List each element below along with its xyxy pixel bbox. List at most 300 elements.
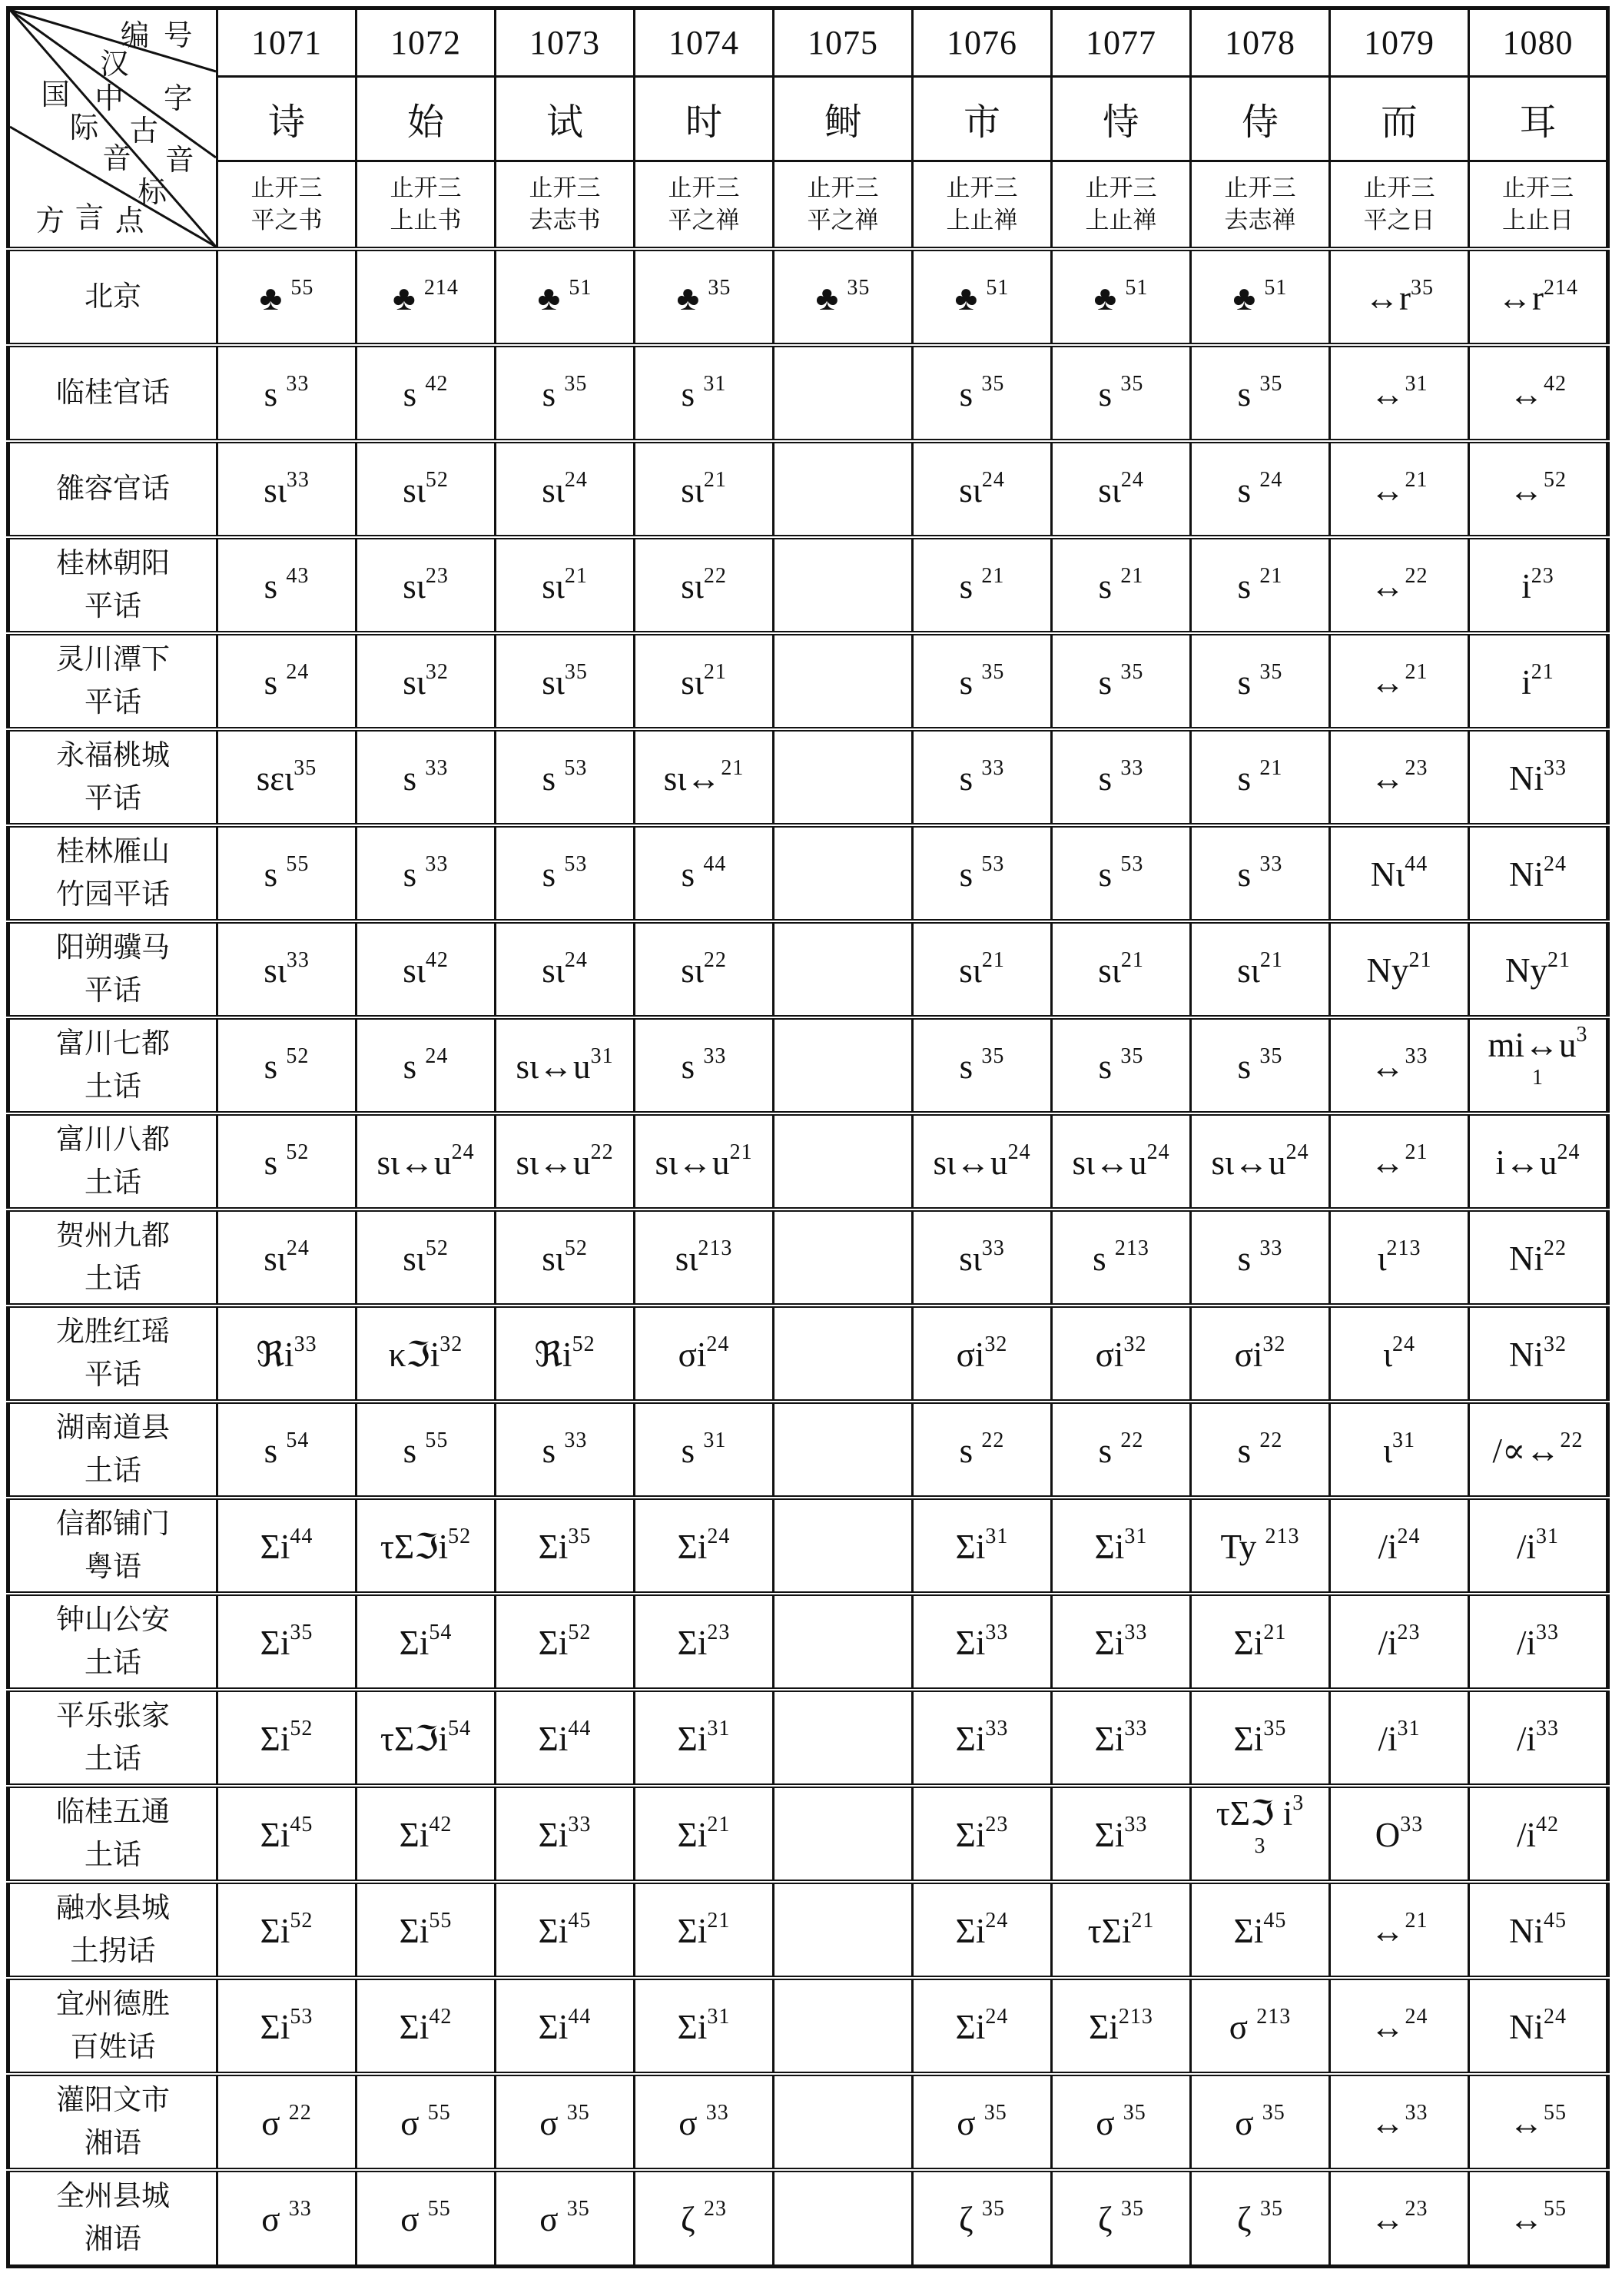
tone-number: 21 — [1408, 947, 1432, 972]
ipa-line — [218, 1140, 355, 1183]
ipa-base: i — [1521, 566, 1531, 606]
ipa-base: sι — [403, 1239, 426, 1278]
ipa-line — [1331, 564, 1468, 607]
ipa-base: Σi — [260, 2007, 290, 2046]
ipa-line — [635, 1621, 772, 1664]
ipa-line — [1470, 1066, 1606, 1109]
tone-number: 213 — [1118, 2004, 1153, 2029]
tone-number: 33 — [425, 755, 449, 780]
ipa-cell — [913, 345, 1052, 441]
ipa-line — [496, 1044, 633, 1087]
tone-number: 33 — [1124, 1620, 1148, 1644]
dialect-name — [8, 921, 217, 1017]
ipa-cell — [774, 249, 913, 345]
ipa-line — [1470, 2197, 1606, 2240]
ipa-base: s — [1237, 1047, 1260, 1086]
ipa-base: σ — [400, 2103, 428, 2142]
ipa-line — [1192, 1621, 1328, 1664]
ipa-base: s — [264, 566, 287, 606]
ipa-line — [635, 1717, 772, 1760]
tone-number: 33 — [425, 851, 449, 876]
ipa-base: sι↔u — [1072, 1143, 1147, 1182]
ipa-line — [1331, 756, 1468, 799]
column-category — [1052, 161, 1191, 249]
ipa-base: s — [264, 374, 287, 413]
ipa-base: Ni — [1509, 2007, 1544, 2046]
tone-number: 24 — [564, 467, 588, 492]
ipa-cell — [217, 825, 357, 921]
ipa-base: σ — [539, 2199, 567, 2238]
dialect-name-line: 湘语 — [85, 2127, 141, 2159]
ipa-cell — [635, 2170, 774, 2266]
ipa-line — [1053, 1717, 1189, 1760]
tone-number: 35 — [981, 1043, 1005, 1068]
ipa-cell — [217, 345, 357, 441]
dialect-name — [8, 1113, 217, 1209]
category-line: 止开三 — [1363, 174, 1435, 202]
corner-label: 古 — [129, 114, 159, 148]
ipa-cell — [1330, 249, 1469, 345]
ipa-cell — [1469, 441, 1608, 537]
ipa-base: σ — [1229, 2007, 1257, 2046]
column-character: 诗 — [217, 77, 357, 161]
tone-number: 35 — [981, 371, 1005, 396]
ipa-line — [218, 1621, 355, 1664]
ipa-cell — [357, 825, 496, 921]
ipa-line — [914, 660, 1050, 703]
ipa-base: Σi — [538, 1911, 569, 1950]
ipa-line — [1331, 372, 1468, 415]
tone-number: 55 — [286, 851, 310, 876]
dialect-name — [8, 441, 217, 537]
ipa-cell — [913, 1978, 1052, 2074]
ipa-cell — [913, 1594, 1052, 1690]
ipa-cell — [1191, 1209, 1330, 1306]
ipa-base: s — [264, 1047, 287, 1086]
corner-label: 字 — [164, 82, 193, 116]
ipa-cell — [217, 1882, 357, 1978]
ipa-cell — [635, 1306, 774, 1402]
ipa-base: Ty — [1220, 1527, 1265, 1566]
tone-number: 42 — [429, 2004, 453, 2029]
dialect-name-line: 桂林朝阳 — [56, 548, 170, 579]
dialect-name-line: 富川八都 — [56, 1124, 170, 1156]
ipa-cell — [774, 1786, 913, 1882]
ipa-base: sι — [959, 1239, 982, 1278]
ipa-base: s — [264, 1431, 287, 1470]
ipa-base: Σi — [399, 1815, 430, 1854]
tone-number: 35 — [294, 755, 317, 780]
ipa-cell — [1052, 1978, 1191, 2074]
ipa-cell — [217, 2170, 357, 2266]
ipa-base: s — [1237, 854, 1260, 894]
ipa-cell — [913, 249, 1052, 345]
tone-number: 33 — [985, 1620, 1009, 1644]
tone-number: 33 — [1405, 1043, 1428, 1068]
ipa-base: ↔ — [1370, 374, 1405, 413]
category-line: 上止禅 — [1085, 207, 1157, 234]
ipa-base: s — [403, 374, 426, 413]
ipa-line — [218, 852, 355, 895]
tone-number: 35 — [981, 2196, 1005, 2221]
ipa-cell — [1191, 1978, 1330, 2074]
ipa-line — [1470, 1236, 1606, 1279]
tone-number: 35 — [568, 1524, 592, 1548]
ipa-base: Σi — [538, 1623, 569, 1662]
ipa-base: σ — [539, 2103, 567, 2142]
tone-number: 33 — [286, 467, 310, 492]
tone-number: 24 — [1259, 467, 1283, 492]
ipa-cell — [774, 2074, 913, 2170]
tone-number: 33 — [288, 2196, 312, 2221]
ipa-cell — [635, 1017, 774, 1113]
ipa-line — [496, 1236, 633, 1279]
ipa-base: Σi — [538, 2007, 569, 2046]
ipa-base: s — [264, 662, 287, 702]
ipa-cell — [357, 1978, 496, 2074]
ipa-base: Σi — [677, 1719, 708, 1758]
tone-number: 24 — [1544, 2004, 1567, 2029]
ipa-line — [218, 2197, 355, 2240]
ipa-cell — [913, 1017, 1052, 1113]
tone-number: 213 — [1386, 1236, 1421, 1260]
ipa-base: s — [1237, 758, 1260, 798]
ipa-cell — [1330, 1882, 1469, 1978]
ipa-line — [1331, 1621, 1468, 1664]
ipa-line — [357, 2197, 494, 2240]
ipa-base: s — [264, 854, 287, 894]
column-character: 耳 — [1469, 77, 1608, 161]
ipa-base: mi↔u — [1488, 1025, 1577, 1064]
ipa-cell — [635, 1978, 774, 2074]
dialect-name-line: 湖南道县 — [56, 1412, 170, 1444]
tone-number: 33 — [286, 947, 310, 972]
ipa-cell — [357, 249, 496, 345]
ipa-cell — [1330, 345, 1469, 441]
ipa-line — [1053, 468, 1189, 511]
ipa-base: ζ — [1098, 2199, 1121, 2238]
ipa-base: Σi — [955, 2007, 986, 2046]
ipa-base: Σi — [955, 1527, 986, 1566]
ipa-base: ↔ — [1509, 374, 1544, 413]
ipa-base: Σi — [399, 1911, 430, 1950]
ipa-cell — [357, 537, 496, 633]
ipa-cell — [635, 345, 774, 441]
dialect-name-line: 平话 — [85, 1359, 141, 1391]
ipa-line — [635, 1813, 772, 1856]
ipa-line — [1192, 852, 1328, 895]
ipa-cell — [1330, 1113, 1469, 1209]
column-category — [913, 161, 1052, 249]
dialect-name-line: 土话 — [85, 1455, 141, 1487]
ipa-line — [1470, 1332, 1606, 1375]
ipa-cell — [1330, 1498, 1469, 1594]
ipa-line — [914, 1332, 1050, 1375]
ipa-line — [218, 1717, 355, 1760]
ipa-line — [1470, 948, 1606, 991]
ipa-base: ↔ — [1370, 2103, 1405, 2142]
ipa-cell — [1330, 1594, 1469, 1690]
tone-number: 21 — [1120, 563, 1144, 588]
dialect-name — [8, 1786, 217, 1882]
tone-number: 21 — [1131, 1908, 1155, 1933]
ipa-base: sι — [681, 566, 704, 606]
ipa-line — [914, 852, 1050, 895]
column-character: 而 — [1330, 77, 1469, 161]
ipa-cell — [774, 1113, 913, 1209]
ipa-cell — [217, 1402, 357, 1498]
corner-label: 标 — [138, 176, 167, 210]
ipa-line — [1470, 1717, 1606, 1760]
tone-number: 33 — [564, 1428, 588, 1452]
ipa-base: sι↔u — [1211, 1143, 1286, 1182]
dialect-name — [8, 1209, 217, 1306]
ipa-base: sι — [681, 951, 704, 990]
ipa-cell — [1330, 2074, 1469, 2170]
tone-number: 24 — [1405, 2004, 1428, 2029]
ipa-base: s — [1237, 566, 1260, 606]
tone-number: 33 — [1124, 1716, 1148, 1740]
ipa-cell — [1330, 1209, 1469, 1306]
column-number: 1074 — [635, 8, 774, 77]
ipa-base: sι — [959, 951, 982, 990]
ipa-line — [1192, 1834, 1328, 1877]
tone-number: 33 — [1405, 2100, 1428, 2125]
ipa-line — [635, 1236, 772, 1279]
ipa-cell — [217, 1594, 357, 1690]
ipa-cell — [774, 1402, 913, 1498]
ipa-base: ↔ — [1509, 2199, 1544, 2238]
tone-number: 42 — [1536, 1812, 1559, 1836]
ipa-cell — [1330, 1786, 1469, 1882]
ipa-cell — [635, 1402, 774, 1498]
tone-number: 24 — [1007, 1140, 1031, 1164]
ipa-line — [914, 1236, 1050, 1279]
tone-number: 52 — [572, 1332, 595, 1356]
dialect-name-line: 北京 — [85, 280, 141, 313]
ipa-line — [1192, 372, 1328, 415]
ipa-line — [914, 756, 1050, 799]
ipa-cell — [1052, 1786, 1191, 1882]
ipa-base: Nι — [1370, 854, 1405, 894]
tone-number: 21 — [1405, 467, 1428, 492]
ipa-base: Σi — [1094, 1623, 1125, 1662]
dialect-name-line: 永福桃城 — [56, 740, 170, 771]
ipa-cell — [496, 1402, 635, 1498]
ipa-base: Σi — [260, 1719, 290, 1758]
ipa-cell — [496, 921, 635, 1017]
ipa-line — [1053, 1525, 1189, 1568]
tone-number: 21 — [1405, 659, 1428, 684]
ipa-line — [496, 564, 633, 607]
ipa-cell — [1191, 633, 1330, 729]
tone-number: 33 — [985, 1716, 1009, 1740]
tone-number: 33 — [1544, 755, 1567, 780]
ipa-cell — [1191, 1498, 1330, 1594]
corner-label: 言 — [75, 201, 104, 235]
ipa-line — [1470, 2101, 1606, 2144]
ipa-base: ♣ — [1232, 278, 1265, 317]
ipa-line — [1470, 2005, 1606, 2048]
dialect-name-line: 百姓话 — [70, 2031, 156, 2063]
tone-number: 32 — [425, 659, 449, 684]
ipa-base: Ni — [1509, 1335, 1544, 1374]
ipa-base: /i — [1378, 1719, 1398, 1758]
tone-number: 33 — [705, 2100, 729, 2125]
ipa-cell — [1052, 1594, 1191, 1690]
ipa-cell — [357, 1113, 496, 1209]
ipa-line — [1192, 1717, 1328, 1760]
tone-number: 32 — [1123, 1332, 1147, 1356]
category-line: 上止禅 — [946, 207, 1018, 234]
ipa-line — [1192, 1791, 1328, 1834]
ipa-cell — [1330, 729, 1469, 825]
ipa-base: ↔ — [1370, 2007, 1405, 2046]
tone-number: 32 — [1544, 1332, 1567, 1356]
ipa-cell — [496, 1113, 635, 1209]
ipa-line — [635, 1428, 772, 1471]
tone-number: 42 — [1544, 371, 1567, 396]
ipa-cell — [1469, 249, 1608, 345]
ipa-base: i↔u — [1495, 1143, 1557, 1182]
ipa-line — [1192, 1044, 1328, 1087]
ipa-cell — [1469, 825, 1608, 921]
column-number: 1073 — [496, 8, 635, 77]
ipa-line — [1053, 1332, 1189, 1375]
ipa-cell — [496, 2074, 635, 2170]
ipa-line — [1192, 276, 1328, 319]
ipa-base: Σi — [677, 2007, 708, 2046]
ipa-base: sι↔u — [655, 1143, 730, 1182]
ipa-cell — [357, 633, 496, 729]
corner-label: 编 — [120, 19, 150, 53]
ipa-line — [218, 660, 355, 703]
ipa-cell — [1191, 2074, 1330, 2170]
ipa-cell — [1191, 1786, 1330, 1882]
tone-number: 45 — [290, 1812, 313, 1836]
ipa-line — [914, 1717, 1050, 1760]
ipa-cell — [357, 1690, 496, 1786]
ipa-cell — [217, 1498, 357, 1594]
ipa-line — [914, 1044, 1050, 1087]
tone-number: 35 — [1259, 659, 1283, 684]
ipa-base: s — [959, 566, 982, 606]
ipa-base: Σi — [1233, 1719, 1264, 1758]
ipa-cell — [357, 1306, 496, 1402]
tone-number: 24 — [1397, 1524, 1421, 1548]
ipa-base: Σi — [1094, 1815, 1125, 1854]
tone-number: 35 — [1123, 2100, 1146, 2125]
ipa-cell — [1191, 537, 1330, 633]
corner-label: 号 — [164, 19, 193, 53]
ipa-cell — [496, 249, 635, 345]
ipa-cell — [217, 729, 357, 825]
ipa-cell — [496, 1690, 635, 1786]
ipa-line — [1053, 2197, 1189, 2240]
tone-number: 21 — [729, 1140, 753, 1164]
dialect-name-line: 富川七都 — [56, 1028, 170, 1060]
ipa-cell — [1191, 825, 1330, 921]
tone-number: 35 — [708, 275, 731, 300]
tone-number: 52 — [286, 1043, 310, 1068]
ipa-base: sι — [542, 1239, 565, 1278]
tone-number: 52 — [425, 1236, 449, 1260]
ipa-cell — [913, 441, 1052, 537]
tone-number: 35 — [564, 371, 588, 396]
ipa-line — [496, 1332, 633, 1375]
tone-number: 52 — [290, 1908, 313, 1933]
ipa-cell — [1052, 1690, 1191, 1786]
ipa-base: Σi — [1233, 1623, 1264, 1662]
ipa-cell — [635, 729, 774, 825]
ipa-line — [218, 1525, 355, 1568]
ipa-cell — [1052, 441, 1191, 537]
ipa-cell — [1052, 1306, 1191, 1402]
ipa-base: s — [1098, 566, 1121, 606]
tone-number: 43 — [286, 563, 310, 588]
tone-number: 24 — [1392, 1332, 1416, 1356]
tone-number: 33 — [1536, 1716, 1559, 1740]
ipa-line — [635, 468, 772, 511]
ipa-line — [635, 1044, 772, 1087]
ipa-cell — [1052, 633, 1191, 729]
dialect-name-line: 竹园平话 — [56, 878, 170, 911]
tone-number: 22 — [981, 1428, 1005, 1452]
corner-label: 方 — [35, 204, 65, 238]
ipa-line — [496, 1140, 633, 1183]
ipa-line — [496, 1428, 633, 1471]
dialect-name-line: 桂林雁山 — [56, 836, 170, 868]
ipa-line — [496, 852, 633, 895]
ipa-line — [1470, 372, 1606, 415]
ipa-base: s — [959, 1431, 982, 1470]
ipa-cell — [217, 633, 357, 729]
ipa-line — [496, 372, 633, 415]
ipa-cell — [1052, 1882, 1191, 1978]
ipa-cell — [496, 1209, 635, 1306]
ipa-cell — [1469, 1882, 1608, 1978]
ipa-base: τΣℑ i — [1216, 1793, 1293, 1833]
ipa-cell — [496, 1978, 635, 2074]
ipa-line — [635, 852, 772, 895]
tone-number: 33 — [1259, 1236, 1283, 1260]
tone-number: 21 — [1547, 947, 1571, 972]
ipa-base: sι — [542, 470, 565, 509]
ipa-cell — [1052, 537, 1191, 633]
ipa-base: ♣ — [393, 278, 424, 317]
tone-number: 35 — [566, 2196, 590, 2221]
tone-number: 52 — [290, 1716, 313, 1740]
ipa-line — [357, 1717, 494, 1760]
ipa-base: sι — [675, 1239, 698, 1278]
ipa-cell — [1052, 1498, 1191, 1594]
ipa-line — [635, 564, 772, 607]
ipa-cell — [1469, 2170, 1608, 2266]
ipa-base: s — [959, 662, 982, 702]
ipa-cell — [1469, 633, 1608, 729]
ipa-cell — [913, 1306, 1052, 1402]
tone-number: 24 — [451, 1140, 475, 1164]
dialect-name-line: 全州县城 — [56, 2181, 170, 2213]
ipa-cell — [1469, 1209, 1608, 1306]
tone-number: 35 — [1411, 275, 1434, 300]
dialect-name — [8, 1690, 217, 1786]
tone-number: 31 — [707, 2004, 731, 2029]
category-line: 平之日 — [1363, 207, 1435, 234]
ipa-base: sι — [403, 470, 426, 509]
corner-label: 国 — [41, 78, 70, 112]
dialect-name-line: 钟山公安 — [56, 1604, 170, 1636]
